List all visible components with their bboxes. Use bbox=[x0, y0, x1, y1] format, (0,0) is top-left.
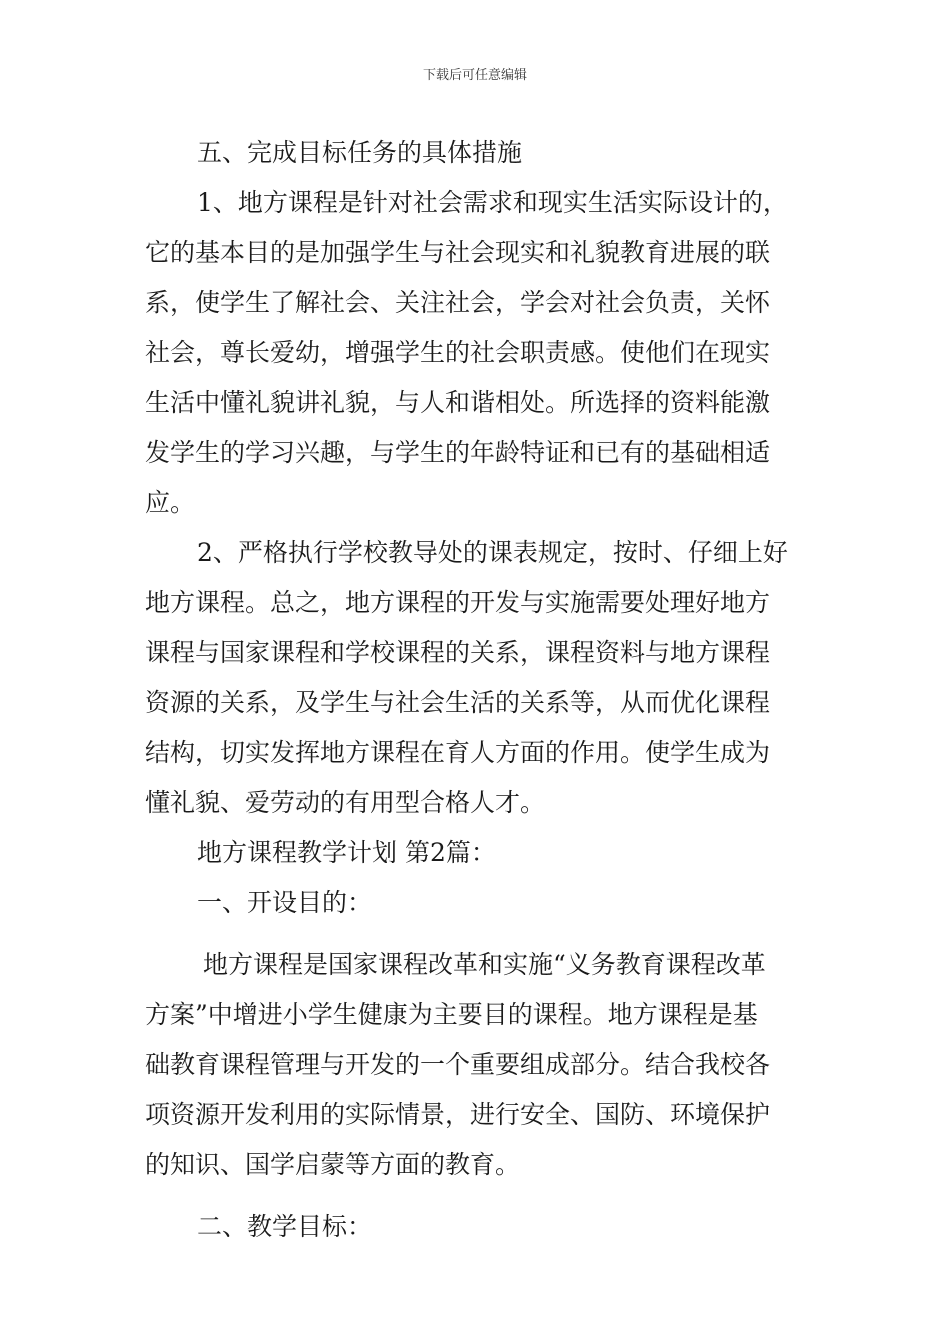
paragraph-line: 1、地方课程是针对社会需求和现实生活实际设计的， bbox=[197, 188, 788, 217]
paragraph-line: 2、严格执行学校教导处的课表规定，按时、仔细上好 bbox=[197, 538, 788, 567]
paragraph-line: 项资源开发利用的实际情景，进行安全、国防、环境保护 bbox=[145, 1100, 771, 1129]
paragraph-line: 社会，尊长爱幼，增强学生的社会职责感。使他们在现实 bbox=[145, 338, 771, 367]
paragraph-line: 的知识、国学启蒙等方面的教育。 bbox=[145, 1150, 521, 1179]
paragraph-line: 结构，切实发挥地方课程在育人方面的作用。使学生成为 bbox=[145, 738, 771, 767]
document-body bbox=[145, 128, 809, 1252]
paragraph-line: 础教育课程管理与开发的一个重要组成部分。结合我校各 bbox=[145, 1050, 771, 1079]
paragraph-line: 方案”中增进小学生健康为主要目的课程。地方课程是基 bbox=[145, 1000, 758, 1029]
paragraph-line: 资源的关系，及学生与社会生活的关系等，从而优化课程 bbox=[145, 688, 771, 717]
paragraph-line: 应。 bbox=[145, 488, 196, 517]
paragraph-line: 系，使学生了解社会、关注社会，学会对社会负责，关怀 bbox=[145, 288, 771, 317]
paragraph-line: 地方课程是国家课程改革和实施“义务教育课程改革 bbox=[203, 950, 766, 979]
section-heading: 二、教学目标： bbox=[197, 1212, 373, 1241]
paragraph-line: 生活中懂礼貌讲礼貌，与人和谐相处。所选择的资料能激 bbox=[145, 388, 771, 417]
section-heading: 一、开设目的： bbox=[197, 888, 373, 917]
paragraph-line: 地方课程。总之，地方课程的开发与实施需要处理好地方 bbox=[145, 588, 771, 617]
page-header-note: 下载后可任意编辑 bbox=[422, 68, 527, 83]
paragraph-line: 它的基本目的是加强学生与社会现实和礼貌教育进展的联 bbox=[145, 238, 771, 267]
section-title: 地方课程教学计划 第2篇： bbox=[197, 838, 496, 867]
paragraph-line: 课程与国家课程和学校课程的关系，课程资料与地方课程 bbox=[145, 638, 771, 667]
paragraph-line: 懂礼貌、爱劳动的有用型合格人才。 bbox=[145, 788, 546, 817]
paragraph-line: 发学生的学习兴趣，与学生的年龄特证和已有的基础相适 bbox=[145, 438, 771, 467]
section-heading: 五、完成目标任务的具体措施 bbox=[197, 138, 523, 167]
